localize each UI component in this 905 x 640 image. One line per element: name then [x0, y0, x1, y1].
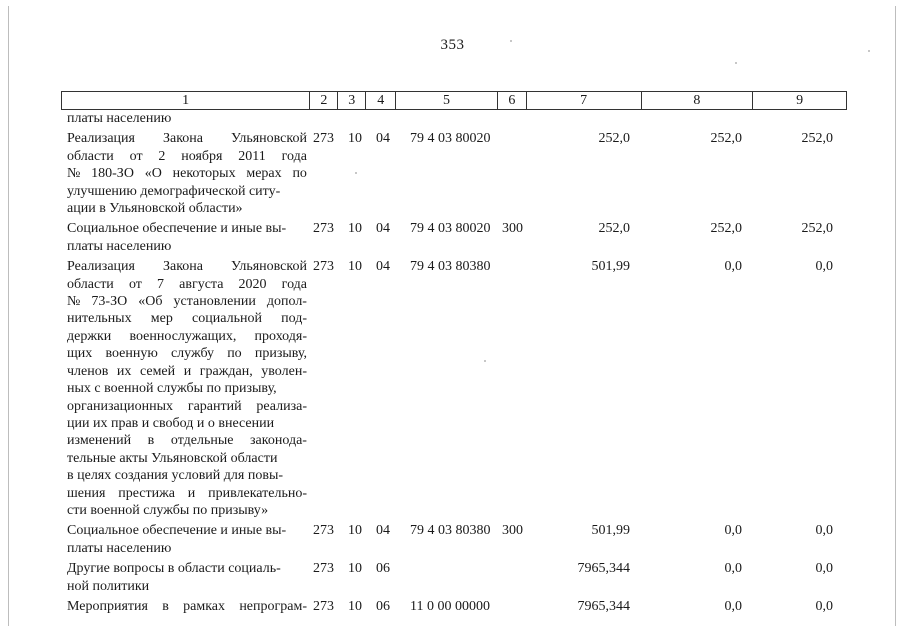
section-code: 10: [348, 131, 362, 147]
ministry-code: 273: [313, 523, 334, 539]
row-description: [61, 258, 310, 519]
description-line: щих военную службу по призыву,: [67, 346, 307, 362]
header-col-7: 7: [527, 92, 642, 109]
header-col-3: 3: [338, 92, 366, 109]
ministry-code: [310, 110, 338, 127]
amount-col-7: [527, 110, 642, 127]
amount-col-7: 252,0: [598, 131, 630, 147]
subsection-code: 04: [376, 131, 390, 147]
amount-col-8: 0,0: [724, 598, 742, 614]
amount-col-9: 252,0: [801, 131, 833, 147]
header-col-4: 4: [366, 92, 396, 109]
amount-col-8: 0,0: [724, 561, 742, 577]
amount-col-9: 0,0: [815, 598, 833, 614]
description-line: улучшению демографической ситу-: [67, 183, 281, 199]
row-description: [61, 130, 310, 217]
description-line: № 180-ЗО «О некоторых мерах по: [67, 166, 307, 182]
amount-col-8: 252,0: [710, 131, 742, 147]
header-col-5: 5: [396, 92, 498, 109]
table-row: [61, 557, 847, 595]
expense-type-code: [498, 110, 527, 127]
description-line: Социальное обеспечение и иные вы-: [67, 523, 287, 539]
description-line: Другие вопросы в области социаль-: [67, 561, 281, 577]
ministry-code: 273: [313, 221, 334, 237]
amount-col-7: 7965,344: [577, 561, 630, 577]
expense-type-code: [498, 130, 527, 217]
subsection-code: 04: [376, 523, 390, 539]
section-code: 10: [348, 259, 362, 275]
target-article-code: [396, 560, 498, 595]
subsection-code: 04: [376, 221, 390, 237]
page-number: 353: [440, 37, 465, 53]
description-line: ной политики: [67, 578, 150, 594]
description-line: № 73-ЗО «Об установлении допол-: [67, 294, 307, 310]
description-line: членов их семей и граждан, уволен-: [67, 363, 307, 379]
ministry-code: 273: [313, 259, 334, 275]
subsection-code: 06: [376, 561, 390, 577]
scan-speck: [868, 50, 870, 52]
table-body: [61, 110, 847, 615]
amount-col-9: 252,0: [801, 221, 833, 237]
scan-speck: [510, 40, 512, 42]
table-row: [61, 127, 847, 217]
section-code: 10: [348, 523, 362, 539]
subsection-code: [366, 110, 396, 127]
amount-col-8: [642, 110, 754, 127]
scan-speck: [735, 62, 737, 64]
header-col-1: 1: [62, 92, 310, 109]
expense-type-code: [498, 258, 527, 519]
section-code: [338, 110, 366, 127]
amount-col-7: 7965,344: [577, 598, 630, 614]
description-line: изменений в отдельные законода-: [67, 433, 307, 449]
subsection-code: 06: [376, 598, 390, 614]
description-line: нительных мер социальной под-: [67, 311, 307, 327]
amount-col-8: 0,0: [724, 259, 742, 275]
target-article-code: [396, 110, 498, 127]
amount-col-9: 0,0: [815, 561, 833, 577]
table-row: [61, 595, 847, 615]
description-line: ации в Ульяновской области»: [67, 201, 243, 217]
row-description: [61, 522, 310, 557]
amount-col-9: 0,0: [815, 259, 833, 275]
amount-col-7: 252,0: [598, 221, 630, 237]
description-line: держки военнослужащих, проходя-: [67, 328, 307, 344]
table-row: [61, 217, 847, 255]
budget-table: [61, 91, 847, 615]
header-col-9: 9: [796, 93, 804, 108]
table-row: [61, 110, 847, 127]
expense-type-code: [498, 560, 527, 595]
amount-col-8: 0,0: [724, 523, 742, 539]
header-col-2: 2: [310, 92, 338, 109]
amount-col-7: 501,99: [591, 523, 630, 539]
target-article-code: 79 4 03 80020: [410, 131, 491, 147]
table-row: [61, 255, 847, 519]
description-line: Мероприятия в рамках непрограм-: [67, 598, 307, 614]
description-line: ных с военной службы по призыву,: [67, 381, 277, 397]
expense-type-code: [498, 598, 527, 615]
amount-col-7: 501,99: [591, 259, 630, 275]
header-col-6: 6: [498, 92, 527, 109]
description-line: организационных гарантий реализа-: [67, 398, 307, 414]
description-line: Социальное обеспечение и иные вы-: [67, 221, 287, 237]
header-col-8: 8: [642, 92, 754, 109]
section-code: 10: [348, 221, 362, 237]
row-description: [61, 110, 310, 127]
ministry-code: 273: [313, 561, 334, 577]
amount-col-8: 252,0: [710, 221, 742, 237]
scan-speck: [355, 172, 357, 174]
target-article-code: 11 0 00 00000: [410, 598, 490, 614]
amount-col-9: 0,0: [815, 523, 833, 539]
description-line: сти военной службы по призыву»: [67, 502, 269, 518]
description-line: в целях создания условий для повы-: [67, 468, 284, 484]
section-code: 10: [348, 561, 362, 577]
description-line: шения престижа и привлекательно-: [67, 485, 307, 501]
table-header-row: [61, 91, 847, 110]
ministry-code: 273: [313, 131, 334, 147]
row-description: [61, 598, 310, 615]
description-line: платы населению: [67, 111, 172, 126]
description-line: области от 2 ноября 2011 года: [67, 148, 307, 164]
target-article-code: 79 4 03 80380: [410, 259, 491, 275]
description-line: Реализация Закона Ульяновской: [67, 131, 307, 147]
subsection-code: 04: [376, 259, 390, 275]
row-description: [61, 220, 310, 255]
target-article-code: 79 4 03 80020: [410, 221, 491, 237]
expense-type-code: 300: [502, 523, 523, 539]
description-line: области от 7 августа 2020 года: [67, 276, 307, 292]
amount-col-9: [754, 110, 847, 127]
description-line: ции их прав и свобод и о внесении: [67, 415, 275, 431]
ministry-code: 273: [313, 598, 334, 614]
section-code: 10: [348, 598, 362, 614]
target-article-code: 79 4 03 80380: [410, 523, 491, 539]
scan-speck: [484, 360, 486, 362]
description-line: Реализация Закона Ульяновской: [67, 259, 307, 275]
description-line: платы населению: [67, 540, 172, 556]
expense-type-code: 300: [502, 221, 523, 237]
description-line: тельные акты Ульяновской области: [67, 450, 278, 466]
description-line: платы населению: [67, 238, 172, 254]
table-row: [61, 519, 847, 557]
row-description: [61, 560, 310, 595]
